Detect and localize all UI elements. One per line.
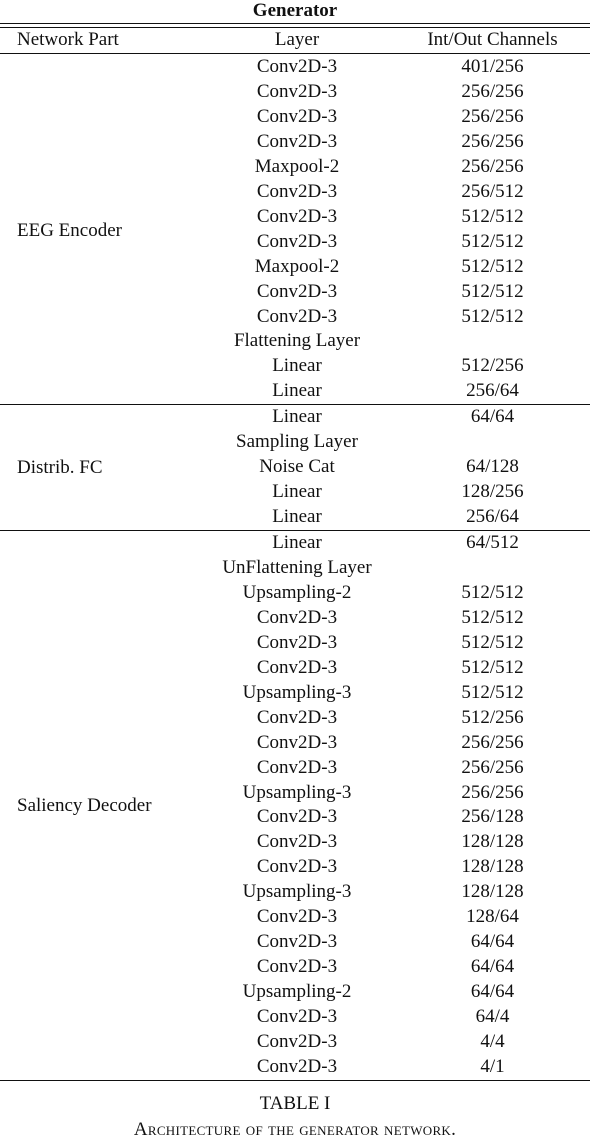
channels-cell: 256/64 (466, 505, 519, 527)
section-divider (0, 404, 590, 405)
table-row (0, 254, 590, 279)
table-row (0, 954, 590, 979)
layer-cell: Conv2D-3 (256, 756, 338, 778)
layer-cell: Conv2D-3 (256, 931, 338, 953)
channels-cell: 64/64 (470, 931, 515, 953)
header-network-part: Network Part (17, 29, 119, 50)
channels-cell: 512/512 (461, 305, 524, 327)
layer-cell: Conv2D-3 (256, 856, 338, 878)
layer-cell: Conv2D-3 (256, 1031, 338, 1052)
channels-cell: 256/256 (461, 130, 524, 152)
table-row (0, 680, 590, 705)
table-row (0, 580, 590, 605)
layer-cell: Conv2D-3 (256, 1006, 338, 1028)
table-row (0, 854, 590, 879)
table-row (0, 530, 590, 555)
layer-cell: Conv2D-3 (256, 205, 338, 227)
table-row (0, 1029, 590, 1054)
channels-cell: 256/128 (461, 806, 524, 828)
layer-cell: Conv2D-3 (256, 956, 338, 978)
layer-cell: Flattening Layer (233, 330, 361, 352)
header-channels: Int/Out Channels (427, 29, 558, 50)
table-row (0, 555, 590, 580)
layer-cell: Maxpool-2 (254, 255, 340, 277)
network-part-label: EEG Encoder (17, 219, 122, 241)
layer-cell: Upsampling-3 (242, 681, 352, 703)
table-row (0, 378, 590, 403)
table-row (0, 879, 590, 904)
table-row (0, 129, 590, 154)
table-row (0, 705, 590, 730)
table-row (0, 829, 590, 854)
channels-cell: 128/128 (461, 856, 524, 878)
layer-cell: Conv2D-3 (256, 230, 338, 252)
channels-cell: 512/512 (461, 255, 524, 277)
table-row (0, 304, 590, 329)
layer-cell: Conv2D-3 (256, 631, 338, 653)
table-row (0, 353, 590, 378)
table-row (0, 54, 590, 79)
table-row (0, 804, 590, 829)
layer-cell: Conv2D-3 (256, 806, 338, 828)
channels-cell: 512/256 (461, 706, 524, 728)
table-row (0, 279, 590, 304)
caption-text: Architecture of the generator network. (133, 1119, 457, 1140)
layer-cell: Conv2D-3 (256, 831, 338, 853)
table-row (0, 755, 590, 780)
channels-cell: 512/512 (461, 230, 524, 252)
channels-cell: 4/4 (480, 1031, 505, 1052)
layer-cell: Conv2D-3 (256, 80, 338, 102)
channels-cell: 256/64 (466, 380, 519, 402)
table-row (0, 504, 590, 529)
layer-cell: Conv2D-3 (256, 280, 338, 302)
table-row (0, 655, 590, 680)
table-row (0, 979, 590, 1004)
table-row (0, 179, 590, 204)
channels-cell: 512/512 (461, 581, 524, 603)
channels-cell: 256/256 (461, 781, 524, 803)
channels-cell: 4/1 (480, 1055, 505, 1077)
table-row (0, 328, 590, 353)
top-double-rule-upper (0, 23, 590, 24)
network-part-label: Saliency Decoder (17, 795, 152, 817)
layer-cell: Maxpool-2 (254, 155, 340, 177)
table-row (0, 605, 590, 630)
channels-cell: 128/128 (461, 881, 524, 903)
table-row (0, 730, 590, 755)
table-row (0, 630, 590, 655)
channels-cell: 512/512 (461, 631, 524, 653)
channels-cell: 64/64 (470, 406, 515, 427)
header-layer: Layer (274, 29, 320, 50)
layer-cell: Sampling Layer (236, 430, 358, 452)
layer-cell: Linear (272, 355, 322, 377)
table-row (0, 904, 590, 929)
layer-cell: UnFlattening Layer (222, 556, 372, 578)
channels-cell: 256/256 (461, 80, 524, 102)
layer-cell: Conv2D-3 (256, 56, 338, 77)
layer-cell: Linear (272, 406, 322, 427)
layer-cell: Conv2D-3 (256, 906, 338, 928)
layer-cell: Conv2D-3 (256, 656, 338, 678)
layer-cell: Linear (272, 380, 322, 402)
channels-cell: 512/512 (461, 205, 524, 227)
layer-cell: Conv2D-3 (256, 105, 338, 127)
channels-cell: 512/512 (461, 656, 524, 678)
table-row (0, 404, 590, 429)
table-row (0, 204, 590, 229)
table-row (0, 929, 590, 954)
channels-cell: 256/256 (461, 731, 524, 753)
channels-cell: 64/128 (466, 455, 519, 477)
layer-cell: Linear (272, 480, 322, 502)
layer-cell: Upsampling-2 (242, 581, 352, 603)
table-row (0, 429, 590, 454)
table-row (0, 154, 590, 179)
layer-cell: Linear (272, 532, 322, 553)
layer-cell: Conv2D-3 (256, 180, 338, 202)
channels-cell: 256/256 (461, 155, 524, 177)
channels-cell: 512/512 (461, 606, 524, 628)
caption-number: TABLE I (259, 1093, 331, 1114)
layer-cell: Upsampling-2 (242, 981, 352, 1003)
channels-cell: 512/512 (461, 280, 524, 302)
table-row (0, 479, 590, 504)
channels-cell: 64/4 (475, 1006, 510, 1028)
network-part-label: Distrib. FC (17, 457, 103, 479)
layer-cell: Conv2D-3 (256, 130, 338, 152)
bottom-rule (0, 1080, 590, 1081)
channels-cell: 512/512 (461, 681, 524, 703)
channels-cell: 64/512 (466, 532, 519, 553)
layer-cell: Linear (272, 505, 322, 527)
channels-cell: 128/64 (466, 906, 519, 928)
section-divider (0, 530, 590, 531)
table-row (0, 1004, 590, 1029)
layer-cell: Conv2D-3 (256, 1055, 338, 1077)
table-row (0, 229, 590, 254)
table-row (0, 104, 590, 129)
channels-cell: 256/512 (461, 180, 524, 202)
channels-cell: 401/256 (461, 56, 524, 77)
channels-cell: 128/128 (461, 831, 524, 853)
layer-cell: Upsampling-3 (242, 781, 352, 803)
layer-cell: Noise Cat (259, 455, 335, 477)
channels-cell: 64/64 (470, 956, 515, 978)
layer-cell: Upsampling-3 (242, 881, 352, 903)
layer-cell: Conv2D-3 (256, 305, 338, 327)
layer-cell: Conv2D-3 (256, 706, 338, 728)
table-title: Generator (252, 0, 338, 21)
channels-cell: 256/256 (461, 105, 524, 127)
table-row (0, 1054, 590, 1079)
table-row (0, 454, 590, 479)
channels-cell: 64/64 (470, 981, 515, 1003)
channels-cell: 512/256 (461, 355, 524, 377)
table-row (0, 780, 590, 805)
channels-cell: 128/256 (461, 480, 524, 502)
table-row (0, 79, 590, 104)
channels-cell: 256/256 (461, 756, 524, 778)
layer-cell: Conv2D-3 (256, 606, 338, 628)
layer-cell: Conv2D-3 (256, 731, 338, 753)
